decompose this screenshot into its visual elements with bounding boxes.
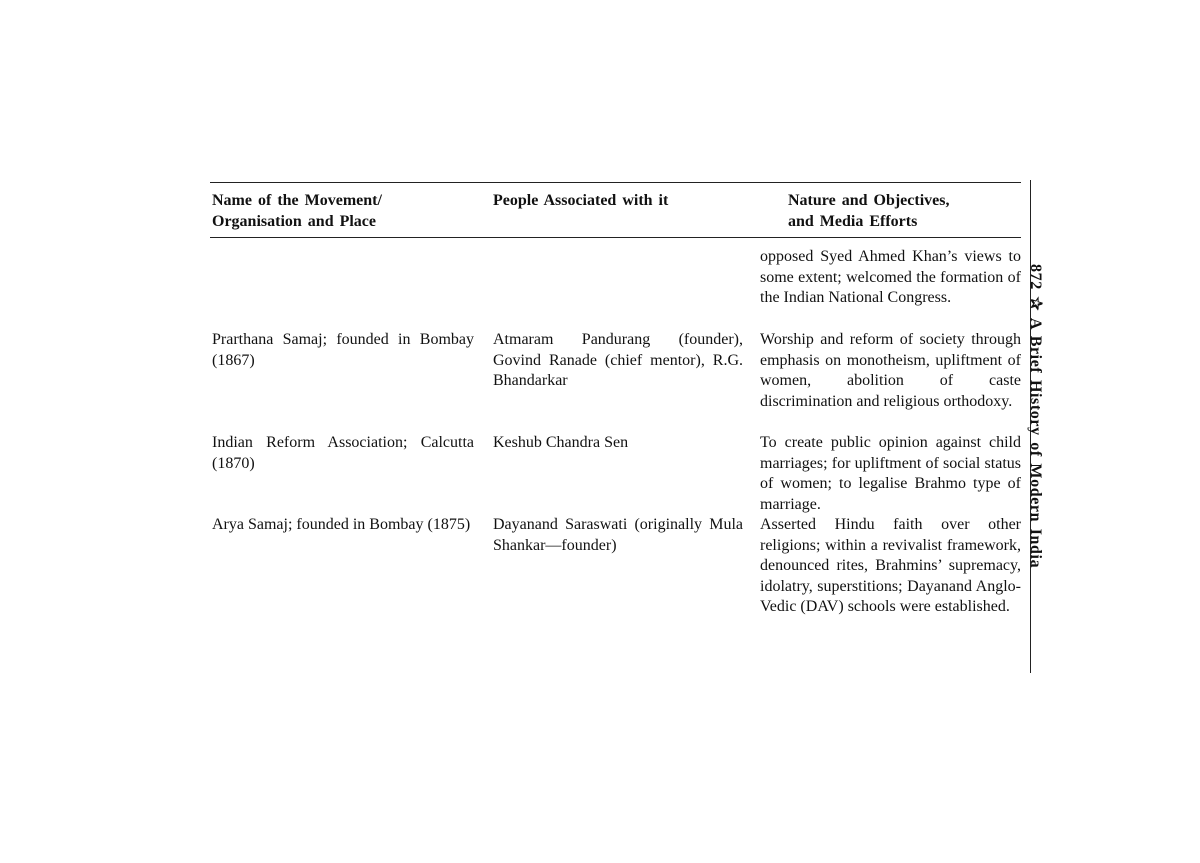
header-movement-organisation: Name of the Movement/ Organisation and Place (212, 192, 382, 230)
table-row-3-nature: Asserted Hindu faith over other religions; within a revivalist framework, denounced rites, Brahmins’ supremacy, idolatry, superstitions; Dayanand Anglo-Vedic (DAV) schools were established. (760, 516, 1021, 616)
table-top-rule (210, 182, 1021, 183)
table-row-1-nature: Worship and reform of society through emphasis on monotheism, upliftment of women, abolition of caste discrimination and religious orthodoxy. (760, 331, 1021, 410)
header-nature-objectives: Nature and Objectives, and Media Efforts (788, 192, 950, 230)
table-row-3-name: Arya Samaj; founded in Bombay (1875) (212, 516, 471, 533)
table-row-1-name: Prarthana Samaj; founded in Bombay (1867) (212, 331, 474, 369)
table-row-3-people: Dayanand Saraswati (originally Mula Shankar—founder) (493, 516, 743, 554)
table-header-rule (210, 237, 1021, 238)
table-row-1-people: Atmaram Pandurang (founder), Govind Ranade (chief mentor), R.G. Bhandarkar (493, 331, 743, 390)
header-people-associated: People Associated with it (493, 192, 669, 209)
table-row-2-name: Indian Reform Association; Calcutta (1870) (212, 434, 474, 472)
continuation-nature-cell: opposed Syed Ahmed Khan’s views to some extent; welcomed the formation of the Indian National Congress. (760, 248, 1021, 307)
star-icon: ✰ (1027, 296, 1044, 311)
book-title: A Brief History of Modern India (1027, 317, 1044, 569)
table-row-2-nature: To create public opinion against child marriages; for upliftment of social status of women; to legalise Brahmo type of marriage. (760, 434, 1021, 513)
table-row-2-people: Keshub Chandra Sen (493, 434, 629, 451)
page-number: 872 (1027, 264, 1044, 290)
table-header (210, 190, 1021, 235)
